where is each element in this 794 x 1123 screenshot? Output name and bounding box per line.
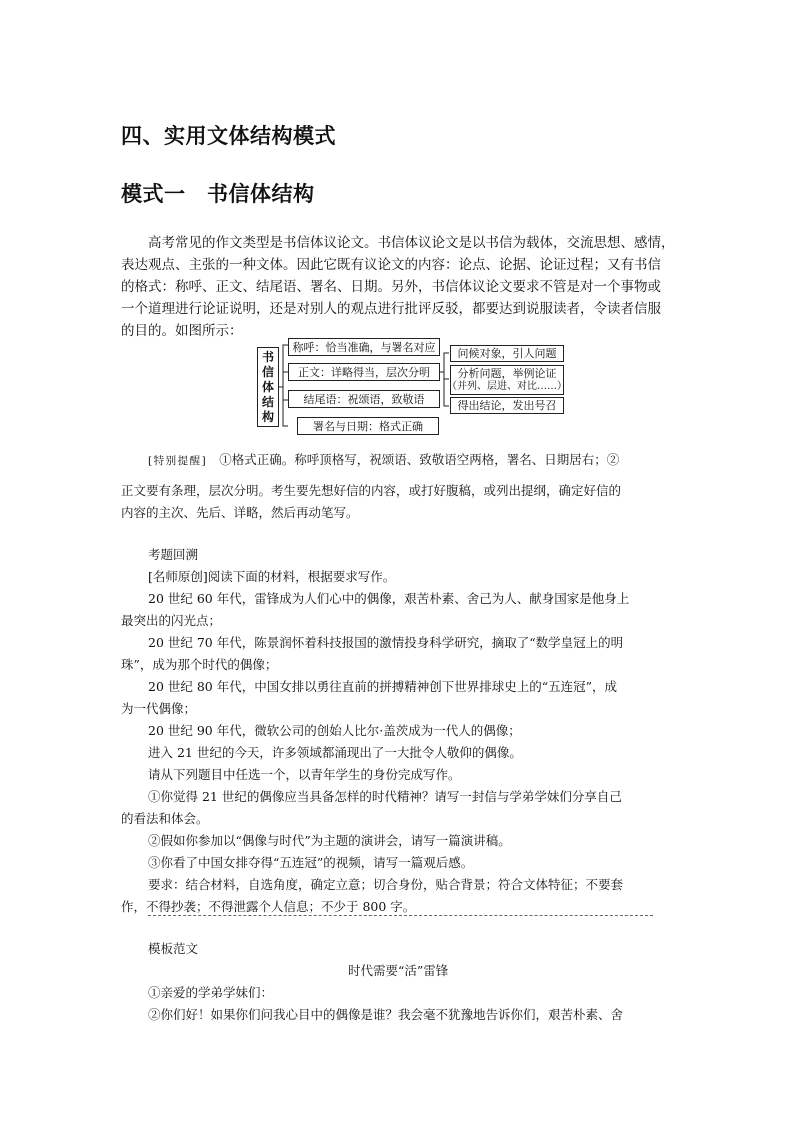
box-salutation: 称呼：恰当准确，与署名对应 [288,338,440,356]
intro-line-2: 表达观点、主张的一种文体。因此它既有议论文的内容：论点、论据、论证过程；又有书信 [121,257,661,273]
exam-option-3: ③你看了中国女排夺得“五连冠”的视频，请写一篇观后感。 [148,855,474,870]
tip-line-2: 正文要有条理，层次分明。考生要先想好信的内容，或打好腹稿，或列出提纲，确定好信的 [121,483,622,498]
exam-title: 考题回溯 [148,547,199,562]
model-line-2: ②你们好！如果你们问我心目中的偶像是谁？我会毫不犹豫地告诉你们，艰苦朴素、舍 [148,1007,624,1022]
section-divider [148,915,653,916]
intro-line-5: 的目的。如图所示： [121,323,243,339]
exam-60s-line-2: 最突出的闪光点； [121,613,222,628]
analysis-line-1: 分析问题，举例论证 [457,367,557,380]
box-conclusion: 得出结论，发出号召 [450,397,564,414]
box-analysis [447,365,567,395]
box-signature: 署名与日期：格式正确 [297,417,439,435]
exam-ask: 请从下列题目中任选一个，以青年学生的身份完成写作。 [148,767,461,782]
tip-line-1 [148,449,619,472]
exam-source: [名师原创]阅读下面的材料，根据要求写作。 [148,569,396,584]
root-char-3: 体 [261,379,274,394]
exam-60s-line-1: 20 世纪 60 年代，雷锋成为人们心中的偶像，艰苦朴素、舍己为人、献身国家是他身上 [148,591,630,606]
intro-line-4: 一个道理进行论证说明，还是对别人的观点进行批评反驳，都要达到说服读者，令读者信服 [121,301,661,317]
section-heading: 模式一 书信体结构 [121,181,315,206]
tip-tag: [特别提醒] [148,455,208,467]
root-char-4: 结 [261,394,274,409]
exam-option-2: ②假如你参加以“偶像与时代”为主题的演讲会，请写一篇演讲稿。 [148,833,511,848]
model-label: 模板范文 [148,941,199,956]
root-char-2: 信 [261,364,274,379]
box-greeting-topic: 问候对象，引人问题 [450,345,564,362]
exam-option-1-line-1: ①你觉得 21 世纪的偶像应当具备怎样的时代精神？请写一封信与学弟学妹们分享自己 [148,789,622,804]
root-char-5: 构 [261,409,274,424]
exam-90s: 20 世纪 90 年代，微软公司的创始人比尔·盖茨成为一代人的偶像； [148,723,521,738]
exam-requirement-line-2: 作，不得抄袭；不得泄露个人信息；不少于 800 字。 [121,899,416,914]
exam-option-1-line-2: 的看法和体会。 [121,811,209,826]
intro-line-3: 的格式：称呼、正文、结尾语、署名、日期。另外，书信体议论文要求不管是对一个事物或 [121,279,661,295]
model-line-1: ①亲爱的学弟学妹们： [148,985,274,1000]
root-char-1: 书 [261,349,274,364]
box-closing: 结尾语：祝颂语，致敬语 [288,390,440,408]
analysis-line-2: （并列、层进、对比……） [447,381,567,392]
tip-text-1: ①格式正确。称呼顶格写，祝颂语、致敬语空两格，署名、日期居右；② [219,452,620,467]
exam-21st: 进入 21 世纪的今天，许多领域都涌现出了一大批令人敬仰的偶像。 [148,745,522,760]
intro-line-1: 高考常见的作文类型是书信体议论文。书信体议论文是以书信为载体，交流思想、感情， [148,235,675,251]
tip-line-3: 内容的主次、先后、详略，然后再动笔写。 [121,505,359,520]
model-title: 时代需要“活”雷锋 [348,963,449,978]
exam-requirement-line-1: 要求：结合材料，自选角度，确定立意；切合身份，贴合背景；符合文体特征；不要套 [148,877,624,892]
page-heading: 四、实用文体结构模式 [121,123,336,148]
exam-70s-line-1: 20 世纪 70 年代，陈景润怀着科技报国的激情投身科学研究，摘取了“数学皇冠上的明 [148,635,624,650]
box-body: 正文：详略得当，层次分明 [288,363,440,381]
exam-70s-line-2: 珠”，成为那个时代的偶像； [121,657,278,672]
diagram-root [257,347,279,427]
exam-80s-line-1: 20 世纪 80 年代，中国女排以勇往直前的拼搏精神创下世界排球史上的“五连冠”，成 [148,679,618,694]
exam-80s-line-2: 为一代偶像； [121,701,197,716]
